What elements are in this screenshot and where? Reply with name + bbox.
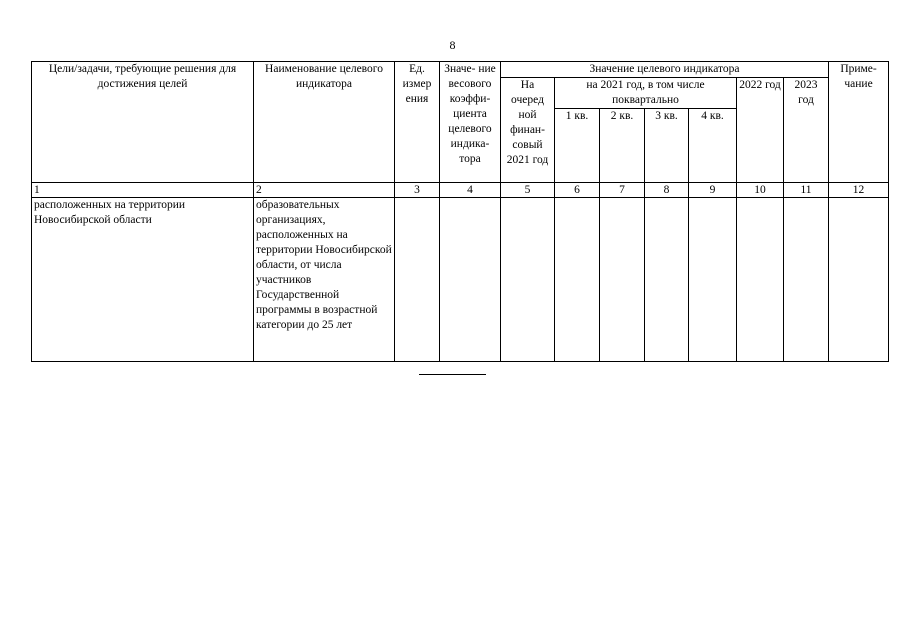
column-number: 4 bbox=[440, 183, 501, 198]
header-note: Приме- чание bbox=[829, 62, 889, 183]
column-number: 10 bbox=[737, 183, 784, 198]
header-q1: 1 кв. bbox=[555, 109, 600, 183]
header-value-group: Значение целевого индикатора bbox=[501, 62, 829, 78]
indicator-cell: образовательных организациях, расположенных на территории Новосибирской области, от числа участников Государственной программы в возрастной категории до 25 лет bbox=[254, 198, 395, 362]
year-2023-cell bbox=[784, 198, 829, 362]
end-divider bbox=[419, 374, 486, 375]
column-number: 1 bbox=[32, 183, 254, 198]
column-number: 7 bbox=[600, 183, 645, 198]
column-number: 8 bbox=[645, 183, 689, 198]
column-number: 12 bbox=[829, 183, 889, 198]
q2-cell bbox=[600, 198, 645, 362]
header-2021-quarters: на 2021 год, в том числе поквартально bbox=[555, 78, 737, 109]
header-2022: 2022 год bbox=[737, 78, 784, 183]
column-number: 2 bbox=[254, 183, 395, 198]
column-number: 6 bbox=[555, 183, 600, 198]
column-number: 3 bbox=[395, 183, 440, 198]
header-unit: Ед. измер ения bbox=[395, 62, 440, 183]
column-number: 9 bbox=[689, 183, 737, 198]
next-year-cell bbox=[501, 198, 555, 362]
page-number: 8 bbox=[449, 38, 456, 52]
note-cell bbox=[829, 198, 889, 362]
table-row bbox=[32, 198, 889, 362]
column-number: 5 bbox=[501, 183, 555, 198]
year-2022-cell bbox=[737, 198, 784, 362]
indicator-table bbox=[31, 61, 889, 362]
header-next-year: На очеред ной финан- совый 2021 год bbox=[501, 78, 555, 183]
q3-cell bbox=[645, 198, 689, 362]
column-number: 11 bbox=[784, 183, 829, 198]
header-weight: Значе- ние весового коэффи- циента целевого индика- тора bbox=[440, 62, 501, 183]
q1-cell bbox=[555, 198, 600, 362]
unit-cell bbox=[395, 198, 440, 362]
header-goals: Цели/задачи, требующие решения для достижения целей bbox=[32, 62, 254, 183]
goal-cell: расположенных на территории Новосибирской области bbox=[32, 198, 254, 362]
column-number-row bbox=[32, 183, 889, 198]
header-q4: 4 кв. bbox=[689, 109, 737, 183]
header-q3: 3 кв. bbox=[645, 109, 689, 183]
weight-cell bbox=[440, 198, 501, 362]
header-indicator-name: Наименование целевого индикатора bbox=[254, 62, 395, 183]
q4-cell bbox=[689, 198, 737, 362]
header-q2: 2 кв. bbox=[600, 109, 645, 183]
header-2023: 2023 год bbox=[784, 78, 829, 183]
